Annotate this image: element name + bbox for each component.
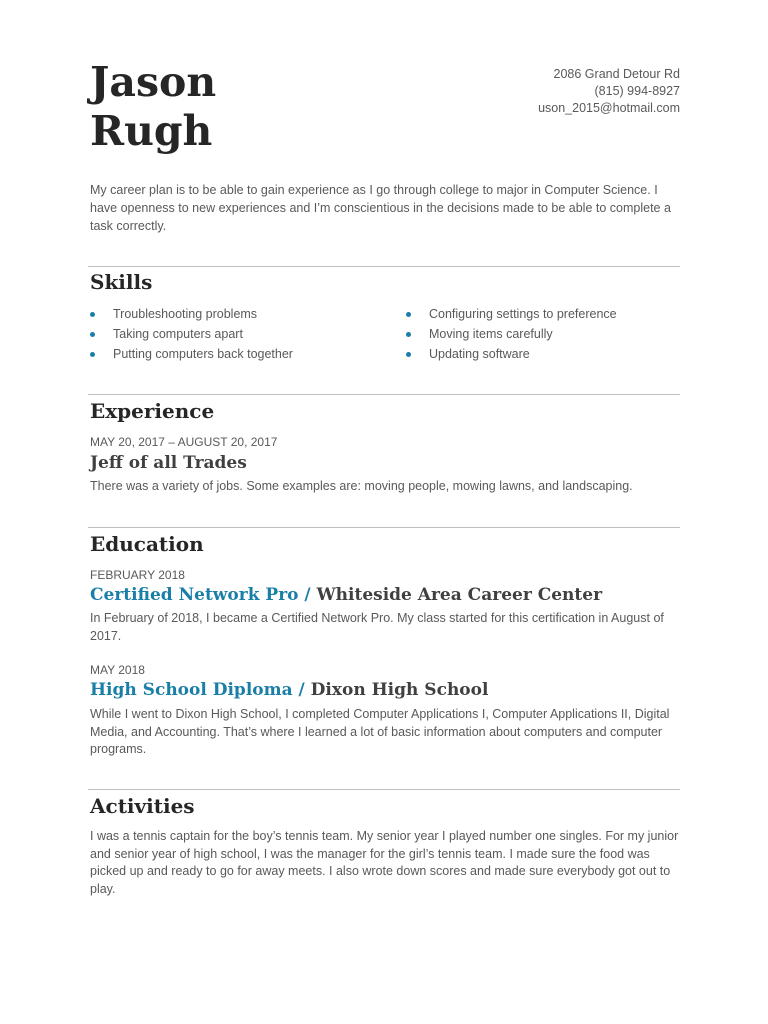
bullet-icon [406, 352, 411, 357]
education-description: In February of 2018, I became a Certified Network Pro. My class started for this certification in August of 2017. [90, 611, 664, 643]
bullet-icon [90, 352, 95, 357]
education-title [90, 679, 488, 701]
job-title: Jeff of all Trades [90, 453, 247, 473]
skill-label: Putting computers back together [113, 347, 293, 361]
skill-item [90, 304, 293, 324]
experience-heading: Experience [90, 399, 215, 423]
phone: (815) 994-8927 [594, 84, 680, 98]
skill-label: Updating software [429, 347, 530, 361]
education-description: While I went to Dixon High School, I completed Computer Applications I, Computer Applications II, Digital Media, and Accounting. That’s where I learned a lot of basic information about computers and computer programs. [90, 707, 670, 756]
bullet-icon [406, 332, 411, 337]
skill-item [90, 344, 293, 364]
email[interactable]: uson_2015@hotmail.com [538, 101, 680, 115]
bullet-icon [90, 332, 95, 337]
section-divider [88, 266, 680, 267]
section-divider [88, 527, 680, 528]
skills-list-left [90, 304, 293, 364]
skill-item [406, 304, 617, 324]
degree-name: Certified Network Pro / [90, 585, 311, 605]
skill-item [406, 344, 617, 364]
skill-label: Configuring settings to preference [429, 307, 617, 321]
activities-description: I was a tennis captain for the boy’s tennis team. My senior year I played number one singles. For my junior and senior year of high school, I was the manager for the girl’s tennis team. I made sure the food was picked up and ready to go for away meets. I also wrote down scores and made sure everybody got out to play. [90, 829, 679, 896]
bullet-icon [90, 312, 95, 317]
section-divider [88, 394, 680, 395]
contact-info [538, 66, 680, 117]
skill-item [406, 324, 617, 344]
education-title [90, 584, 602, 606]
activities-heading: Activities [90, 794, 195, 818]
last-name: Rugh [90, 107, 213, 155]
school-name: Dixon High School [310, 680, 489, 700]
skills-heading: Skills [90, 270, 153, 294]
first-name: Jason [90, 58, 217, 106]
skill-label: Troubleshooting problems [113, 307, 258, 321]
career-summary: My career plan is to be able to gain experience as I go through college to major in Computer Science. I have openness to new experiences and I’m conscientious in the decisions made to be able to complete a task correctly. [90, 183, 671, 233]
section-divider [88, 789, 680, 790]
education-date: FEBRUARY 2018 [90, 568, 185, 582]
skill-item [90, 324, 293, 344]
skill-label: Taking computers apart [113, 327, 243, 341]
skill-label: Moving items carefully [429, 327, 553, 341]
education-date: MAY 2018 [90, 663, 145, 677]
experience-date: MAY 20, 2017 – AUGUST 20, 2017 [90, 435, 278, 449]
education-heading: Education [90, 532, 204, 556]
address: 2086 Grand Detour Rd [553, 67, 680, 81]
header [90, 58, 680, 158]
applicant-name [90, 58, 216, 156]
degree-name: High School Diploma / [90, 680, 305, 700]
school-name: Whiteside Area Career Center [316, 585, 603, 605]
bullet-icon [406, 312, 411, 317]
skills-list-right [406, 304, 617, 364]
job-description: There was a variety of jobs. Some examples are: moving people, mowing lawns, and landscaping. [90, 479, 633, 493]
